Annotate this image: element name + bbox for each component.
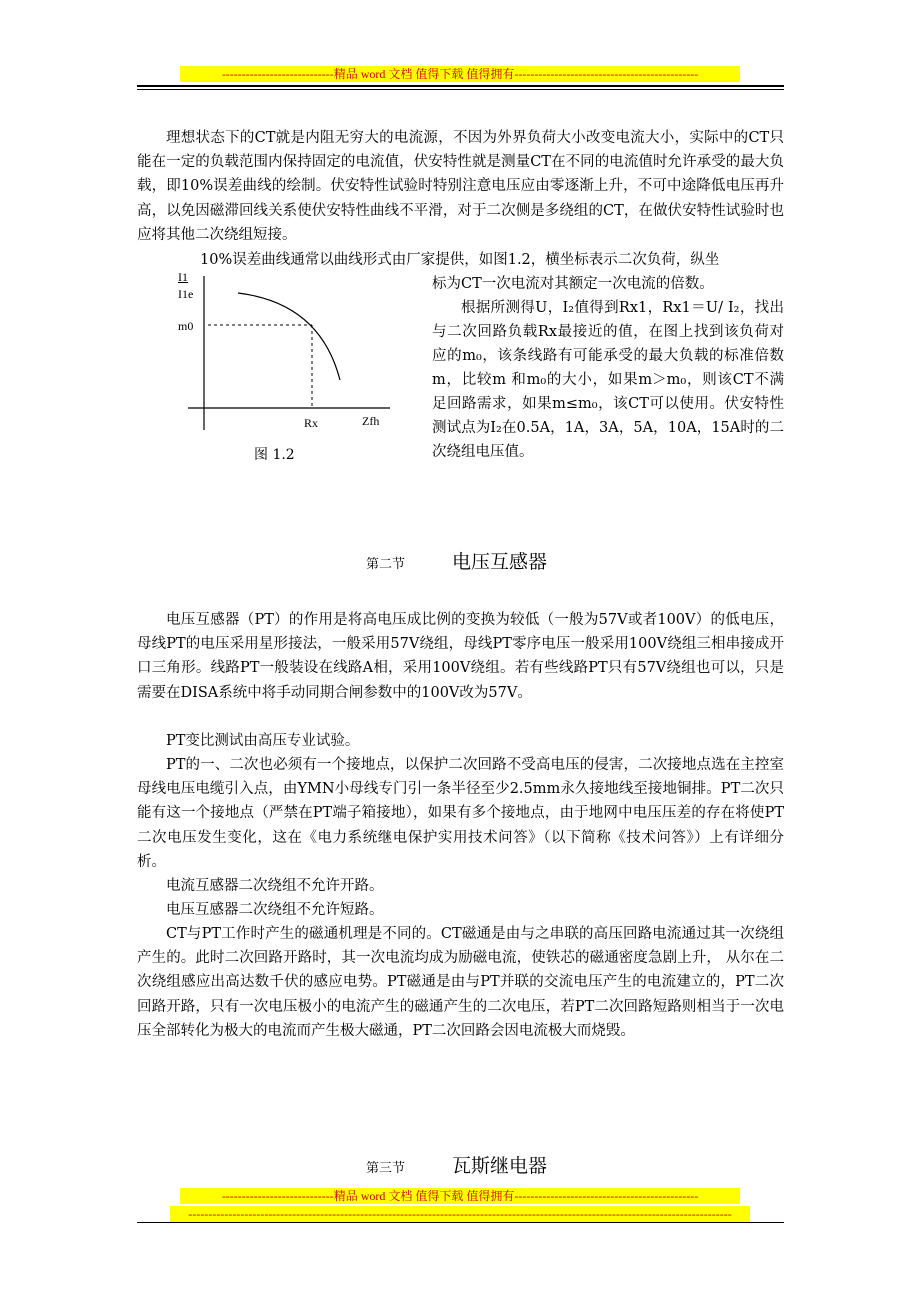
- error-curve: [238, 293, 340, 380]
- section-3-number: 第三节: [366, 1161, 406, 1176]
- header-rule-top: [137, 85, 784, 87]
- paragraph-pt-no-short: 电压互感器二次绕组不允许短路。: [166, 902, 384, 918]
- section-2-number: 第二节: [366, 557, 406, 572]
- rx-label: Rx: [304, 416, 319, 430]
- y-axis-label-denominator: I1e: [178, 287, 194, 301]
- header-rule-bottom: [137, 89, 784, 90]
- paragraph-error-curve-line1: 10%误差曲线通常以曲线形式由厂家提供，如图1.2，横坐标表示二次负荷，纵坐: [200, 252, 720, 268]
- paragraph-pt-grounding: PT的一、二次也必须有一个接地点，以保护二次回路不受高电压的侵害，二次接地点选在主控室母线电压电缆引入点，由YMN小母线专门引一条半径至少2.5mm永久接地线至接地铜排。PT二次只能有这一个接地点（严禁在PT端子箱接地），如果有多个接地点，由于地网中电压压差的存在将使PT二次电压发生变化，这在《电力系统继电保护实用技术问答》（以下简称《技术问答》）上有详细分析。: [137, 757, 784, 870]
- m0-label: m0: [178, 319, 194, 333]
- y-axis-label-numerator: I1: [178, 270, 188, 284]
- paragraph-ct-pt-flux: CT与PT工作时产生的磁通机理是不同的。CT磁通是由与之串联的高压回路电流通过其一次绕组产生的。此时二次回路开路时，其一次电流均成为励磁电流，使铁芯的磁通密度急剧上升， 从尔在二次绕组感应出高达数千伏的感应电势。PT磁通是由与PT并联的交流电压产生的电流建立的，PT二次回路开路，只有一次电压极小的电流产生的磁通产生的二次电压，若PT二次回路短路则相当于一次电压全部转化为极大的电流而产生极大磁通，PT二次回路会因电流极大而烧毁。: [137, 926, 784, 1039]
- section-2-title: 电压互感器: [452, 551, 548, 573]
- section-3-title: 瓦斯继电器: [452, 1155, 548, 1177]
- paragraph-ct-ideal: 理想状态下的CT就是内阻无穷大的电流源，不因为外界负荷大小改变电流大小，实际中的CT只能在一定的负载范围内保持固定的电流值，伏安特性就是测量CT在不同的电流值时允许承受的最大负载，即10%误差曲线的绘制。伏安特性试验时特别注意电压应由零逐渐上升，不可中途降低电压再升高，以免因磁滞回线关系使伏安特性曲线不平滑，对于二次侧是多绕组的CT，在做伏安特性试验时也应将其他二次绕组短接。: [137, 130, 784, 243]
- footer-banner: ----------------------------精品 word 文档 值得下载 值得拥有----------------------------------------------: [180, 1188, 740, 1204]
- paragraph-error-curve-rest: 标为CT一次电流对其额定一次电流的倍数。: [432, 276, 714, 292]
- paragraph-measurement: 根据所测得U，I₂值得到Rx1，Rx1＝U/ I₂，找出与二次回路负载Rx最接近的值，在图上找到该负荷对应的m₀，该条线路有可能承受的最大负载的标准倍数m，比较m 和m₀的大小，如果m＞m₀，则该CT不满足回路需求，如果m≤m₀，该CT可以使用。伏安特性测试点为I₂在0.5A，1A，3A，5A，10A，15A时的二次绕组电压值。: [432, 300, 784, 460]
- paragraph-pt-function: 电压互感器（PT）的作用是将高电压成比例的变换为较低（一般为57V或者100V）的低电压，母线PT的电压采用星形接法，一般采用57V绕组，母线PT零序电压一般采用100V绕组三相串接成开口三角形。线路PT一般装设在线路A相，采用100V绕组。若有些线路PT只有57V绕组也可以，只是需要在DISA系统中将手动同期合闸参数中的100V改为57V。: [137, 612, 784, 701]
- paragraph-ct-no-open: 电流互感器二次绕组不允许开路。: [166, 878, 384, 894]
- figure-1-2: [170, 268, 420, 468]
- figure-caption: 图 1.2: [254, 447, 295, 463]
- paragraph-pt-ratio-test: PT变比测试由高压专业试验。: [166, 733, 360, 749]
- header-banner: ----------------------------精品 word 文档 值得下载 值得拥有----------------------------------------------: [180, 66, 740, 82]
- error-curve-diagram: [170, 268, 420, 438]
- footer-rule: [137, 1222, 784, 1223]
- footer-dashes: ----------------------------------------------------------------------------------------------------------------------------------------: [170, 1206, 750, 1222]
- zfh-label: Zfh: [362, 414, 380, 428]
